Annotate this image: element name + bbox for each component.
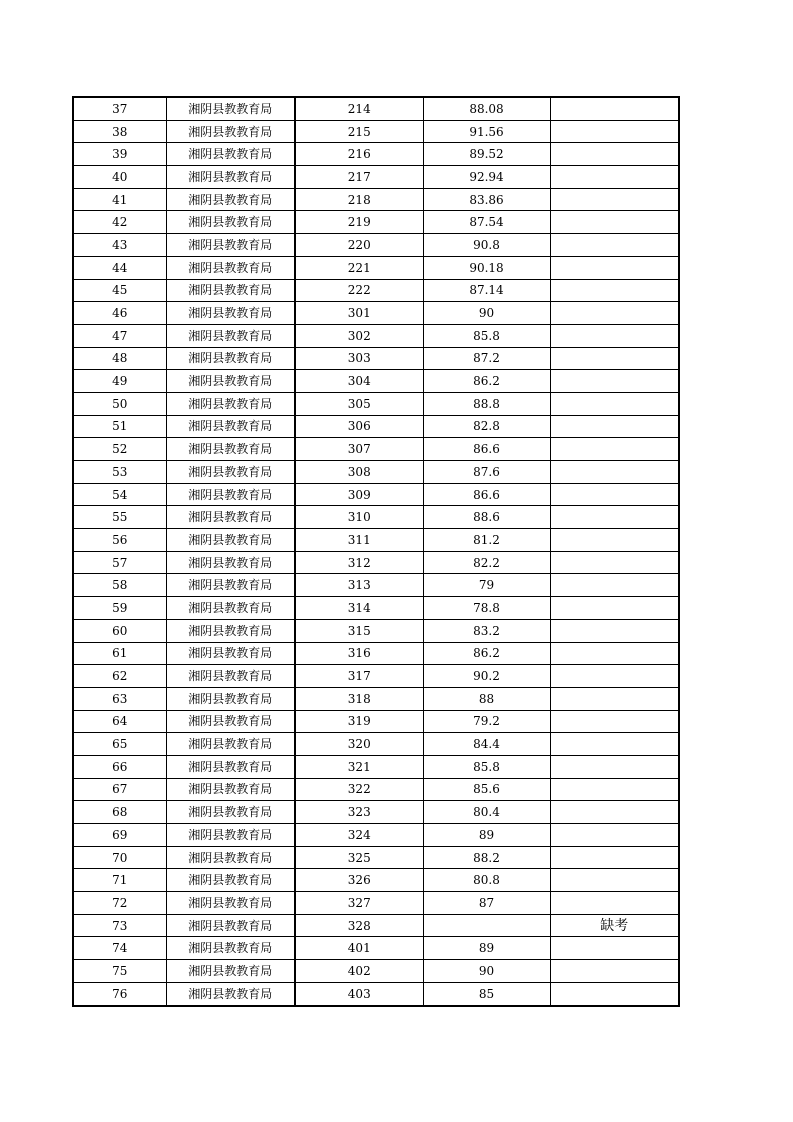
remark-cell	[550, 597, 679, 620]
unit-name-cell: 湘阴县教教育局	[166, 574, 295, 597]
unit-name-cell: 湘阴县教教育局	[166, 392, 295, 415]
score-cell: 88.6	[423, 506, 550, 529]
exam-id-cell: 218	[295, 188, 423, 211]
row-number-cell: 53	[73, 461, 166, 484]
score-cell: 85.8	[423, 755, 550, 778]
exam-id-cell: 307	[295, 438, 423, 461]
remark-cell	[550, 97, 679, 120]
score-cell: 85.6	[423, 778, 550, 801]
row-number-cell: 51	[73, 415, 166, 438]
exam-id-cell: 303	[295, 347, 423, 370]
unit-name-cell: 湘阴县教教育局	[166, 982, 295, 1005]
remark-cell	[550, 483, 679, 506]
score-cell: 80.4	[423, 801, 550, 824]
remark-cell	[550, 347, 679, 370]
table-row	[73, 869, 679, 892]
exam-id-cell: 217	[295, 166, 423, 189]
unit-name-cell: 湘阴县教教育局	[166, 869, 295, 892]
exam-id-cell: 310	[295, 506, 423, 529]
exam-id-cell: 305	[295, 392, 423, 415]
score-table-body	[73, 97, 679, 1006]
score-cell: 86.2	[423, 370, 550, 393]
row-number-cell: 57	[73, 551, 166, 574]
table-row	[73, 824, 679, 847]
score-cell: 79	[423, 574, 550, 597]
unit-name-cell: 湘阴县教教育局	[166, 619, 295, 642]
table-row	[73, 392, 679, 415]
score-table	[72, 96, 680, 1007]
exam-id-cell: 301	[295, 302, 423, 325]
exam-id-cell: 328	[295, 914, 423, 937]
exam-id-cell: 402	[295, 960, 423, 983]
table-row	[73, 574, 679, 597]
remark-cell	[550, 461, 679, 484]
row-number-cell: 49	[73, 370, 166, 393]
table-row	[73, 937, 679, 960]
remark-cell	[550, 665, 679, 688]
row-number-cell: 72	[73, 892, 166, 915]
remark-cell	[550, 642, 679, 665]
score-cell: 80.8	[423, 869, 550, 892]
remark-cell	[550, 846, 679, 869]
table-row	[73, 188, 679, 211]
unit-name-cell: 湘阴县教教育局	[166, 687, 295, 710]
table-row	[73, 234, 679, 257]
exam-id-cell: 324	[295, 824, 423, 847]
table-row	[73, 143, 679, 166]
table-row	[73, 370, 679, 393]
unit-name-cell: 湘阴县教教育局	[166, 914, 295, 937]
row-number-cell: 56	[73, 529, 166, 552]
table-row	[73, 461, 679, 484]
row-number-cell: 64	[73, 710, 166, 733]
row-number-cell: 42	[73, 211, 166, 234]
row-number-cell: 59	[73, 597, 166, 620]
row-number-cell: 50	[73, 392, 166, 415]
unit-name-cell: 湘阴县教教育局	[166, 256, 295, 279]
remark-cell	[550, 166, 679, 189]
score-cell: 89.52	[423, 143, 550, 166]
score-cell: 87	[423, 892, 550, 915]
table-row	[73, 97, 679, 120]
unit-name-cell: 湘阴县教教育局	[166, 461, 295, 484]
remark-cell	[550, 256, 679, 279]
remark-cell	[550, 869, 679, 892]
score-cell: 83.2	[423, 619, 550, 642]
remark-cell: 缺考	[550, 914, 679, 937]
remark-cell	[550, 370, 679, 393]
unit-name-cell: 湘阴县教教育局	[166, 642, 295, 665]
unit-name-cell: 湘阴县教教育局	[166, 778, 295, 801]
score-cell: 82.8	[423, 415, 550, 438]
score-cell: 85.8	[423, 324, 550, 347]
remark-cell	[550, 120, 679, 143]
row-number-cell: 60	[73, 619, 166, 642]
remark-cell	[550, 801, 679, 824]
row-number-cell: 75	[73, 960, 166, 983]
table-row	[73, 551, 679, 574]
unit-name-cell: 湘阴县教教育局	[166, 892, 295, 915]
remark-cell	[550, 211, 679, 234]
score-cell: 81.2	[423, 529, 550, 552]
remark-cell	[550, 188, 679, 211]
table-row	[73, 211, 679, 234]
exam-id-cell: 215	[295, 120, 423, 143]
row-number-cell: 68	[73, 801, 166, 824]
score-cell: 88.2	[423, 846, 550, 869]
exam-id-cell: 326	[295, 869, 423, 892]
row-number-cell: 39	[73, 143, 166, 166]
table-row	[73, 687, 679, 710]
score-cell: 85	[423, 982, 550, 1005]
table-row	[73, 914, 679, 937]
exam-id-cell: 312	[295, 551, 423, 574]
remark-cell	[550, 324, 679, 347]
score-cell: 90.2	[423, 665, 550, 688]
unit-name-cell: 湘阴县教教育局	[166, 551, 295, 574]
score-cell: 90	[423, 302, 550, 325]
table-row	[73, 415, 679, 438]
remark-cell	[550, 778, 679, 801]
score-cell: 88.8	[423, 392, 550, 415]
row-number-cell: 45	[73, 279, 166, 302]
score-cell: 89	[423, 937, 550, 960]
table-row	[73, 302, 679, 325]
remark-cell	[550, 506, 679, 529]
score-cell: 90.8	[423, 234, 550, 257]
remark-cell	[550, 302, 679, 325]
exam-id-cell: 315	[295, 619, 423, 642]
exam-id-cell: 321	[295, 755, 423, 778]
unit-name-cell: 湘阴县教教育局	[166, 937, 295, 960]
remark-cell	[550, 619, 679, 642]
row-number-cell: 43	[73, 234, 166, 257]
table-row	[73, 120, 679, 143]
table-row	[73, 438, 679, 461]
remark-cell	[550, 551, 679, 574]
row-number-cell: 70	[73, 846, 166, 869]
remark-cell	[550, 415, 679, 438]
exam-id-cell: 316	[295, 642, 423, 665]
row-number-cell: 38	[73, 120, 166, 143]
remark-cell	[550, 733, 679, 756]
exam-id-cell: 323	[295, 801, 423, 824]
row-number-cell: 76	[73, 982, 166, 1005]
row-number-cell: 54	[73, 483, 166, 506]
row-number-cell: 69	[73, 824, 166, 847]
score-cell: 87.6	[423, 461, 550, 484]
exam-id-cell: 221	[295, 256, 423, 279]
table-row	[73, 733, 679, 756]
unit-name-cell: 湘阴县教教育局	[166, 597, 295, 620]
unit-name-cell: 湘阴县教教育局	[166, 529, 295, 552]
exam-id-cell: 327	[295, 892, 423, 915]
score-cell: 88	[423, 687, 550, 710]
exam-id-cell: 314	[295, 597, 423, 620]
row-number-cell: 66	[73, 755, 166, 778]
table-row	[73, 529, 679, 552]
remark-cell	[550, 143, 679, 166]
unit-name-cell: 湘阴县教教育局	[166, 665, 295, 688]
unit-name-cell: 湘阴县教教育局	[166, 733, 295, 756]
unit-name-cell: 湘阴县教教育局	[166, 120, 295, 143]
table-row	[73, 279, 679, 302]
exam-id-cell: 320	[295, 733, 423, 756]
unit-name-cell: 湘阴县教教育局	[166, 846, 295, 869]
row-number-cell: 40	[73, 166, 166, 189]
remark-cell	[550, 937, 679, 960]
table-row	[73, 642, 679, 665]
row-number-cell: 52	[73, 438, 166, 461]
exam-id-cell: 309	[295, 483, 423, 506]
exam-id-cell: 222	[295, 279, 423, 302]
exam-id-cell: 317	[295, 665, 423, 688]
remark-cell	[550, 824, 679, 847]
score-cell: 84.4	[423, 733, 550, 756]
table-row	[73, 892, 679, 915]
exam-id-cell: 308	[295, 461, 423, 484]
unit-name-cell: 湘阴县教教育局	[166, 143, 295, 166]
row-number-cell: 74	[73, 937, 166, 960]
row-number-cell: 73	[73, 914, 166, 937]
score-cell: 78.8	[423, 597, 550, 620]
table-row	[73, 619, 679, 642]
score-cell: 86.6	[423, 438, 550, 461]
remark-cell	[550, 710, 679, 733]
table-row	[73, 846, 679, 869]
unit-name-cell: 湘阴县教教育局	[166, 302, 295, 325]
exam-id-cell: 219	[295, 211, 423, 234]
exam-id-cell: 319	[295, 710, 423, 733]
exam-id-cell: 313	[295, 574, 423, 597]
unit-name-cell: 湘阴县教教育局	[166, 755, 295, 778]
table-row	[73, 778, 679, 801]
row-number-cell: 41	[73, 188, 166, 211]
row-number-cell: 61	[73, 642, 166, 665]
row-number-cell: 46	[73, 302, 166, 325]
row-number-cell: 67	[73, 778, 166, 801]
score-cell: 79.2	[423, 710, 550, 733]
unit-name-cell: 湘阴县教教育局	[166, 97, 295, 120]
table-row	[73, 665, 679, 688]
table-row	[73, 597, 679, 620]
unit-name-cell: 湘阴县教教育局	[166, 960, 295, 983]
remark-cell	[550, 687, 679, 710]
score-cell: 92.94	[423, 166, 550, 189]
remark-cell	[550, 960, 679, 983]
score-cell: 88.08	[423, 97, 550, 120]
score-cell: 82.2	[423, 551, 550, 574]
exam-id-cell: 304	[295, 370, 423, 393]
unit-name-cell: 湘阴县教教育局	[166, 710, 295, 733]
score-cell: 86.2	[423, 642, 550, 665]
exam-id-cell: 322	[295, 778, 423, 801]
table-row	[73, 755, 679, 778]
exam-id-cell: 220	[295, 234, 423, 257]
row-number-cell: 47	[73, 324, 166, 347]
table-row	[73, 801, 679, 824]
score-cell: 90.18	[423, 256, 550, 279]
remark-cell	[550, 279, 679, 302]
unit-name-cell: 湘阴县教教育局	[166, 347, 295, 370]
remark-cell	[550, 234, 679, 257]
table-row	[73, 982, 679, 1005]
score-cell: 91.56	[423, 120, 550, 143]
table-row	[73, 256, 679, 279]
exam-id-cell: 318	[295, 687, 423, 710]
unit-name-cell: 湘阴县教教育局	[166, 279, 295, 302]
exam-id-cell: 311	[295, 529, 423, 552]
table-row	[73, 166, 679, 189]
unit-name-cell: 湘阴县教教育局	[166, 415, 295, 438]
exam-id-cell: 306	[295, 415, 423, 438]
unit-name-cell: 湘阴县教教育局	[166, 211, 295, 234]
table-row	[73, 324, 679, 347]
row-number-cell: 71	[73, 869, 166, 892]
remark-cell	[550, 438, 679, 461]
unit-name-cell: 湘阴县教教育局	[166, 824, 295, 847]
table-row	[73, 347, 679, 370]
row-number-cell: 62	[73, 665, 166, 688]
score-cell: 87.2	[423, 347, 550, 370]
remark-cell	[550, 574, 679, 597]
score-cell: 87.14	[423, 279, 550, 302]
unit-name-cell: 湘阴县教教育局	[166, 188, 295, 211]
row-number-cell: 65	[73, 733, 166, 756]
row-number-cell: 37	[73, 97, 166, 120]
exam-id-cell: 403	[295, 982, 423, 1005]
unit-name-cell: 湘阴县教教育局	[166, 801, 295, 824]
score-cell: 86.6	[423, 483, 550, 506]
table-row	[73, 483, 679, 506]
remark-cell	[550, 755, 679, 778]
unit-name-cell: 湘阴县教教育局	[166, 234, 295, 257]
score-cell: 90	[423, 960, 550, 983]
unit-name-cell: 湘阴县教教育局	[166, 438, 295, 461]
table-row	[73, 506, 679, 529]
score-cell	[423, 914, 550, 937]
table-row	[73, 710, 679, 733]
exam-id-cell: 325	[295, 846, 423, 869]
row-number-cell: 44	[73, 256, 166, 279]
unit-name-cell: 湘阴县教教育局	[166, 324, 295, 347]
table-row	[73, 960, 679, 983]
remark-cell	[550, 892, 679, 915]
remark-cell	[550, 982, 679, 1005]
score-cell: 89	[423, 824, 550, 847]
unit-name-cell: 湘阴县教教育局	[166, 506, 295, 529]
row-number-cell: 48	[73, 347, 166, 370]
remark-cell	[550, 529, 679, 552]
unit-name-cell: 湘阴县教教育局	[166, 370, 295, 393]
exam-id-cell: 302	[295, 324, 423, 347]
exam-id-cell: 401	[295, 937, 423, 960]
row-number-cell: 58	[73, 574, 166, 597]
exam-id-cell: 214	[295, 97, 423, 120]
unit-name-cell: 湘阴县教教育局	[166, 483, 295, 506]
row-number-cell: 63	[73, 687, 166, 710]
score-cell: 83.86	[423, 188, 550, 211]
score-cell: 87.54	[423, 211, 550, 234]
row-number-cell: 55	[73, 506, 166, 529]
unit-name-cell: 湘阴县教教育局	[166, 166, 295, 189]
exam-id-cell: 216	[295, 143, 423, 166]
remark-cell	[550, 392, 679, 415]
